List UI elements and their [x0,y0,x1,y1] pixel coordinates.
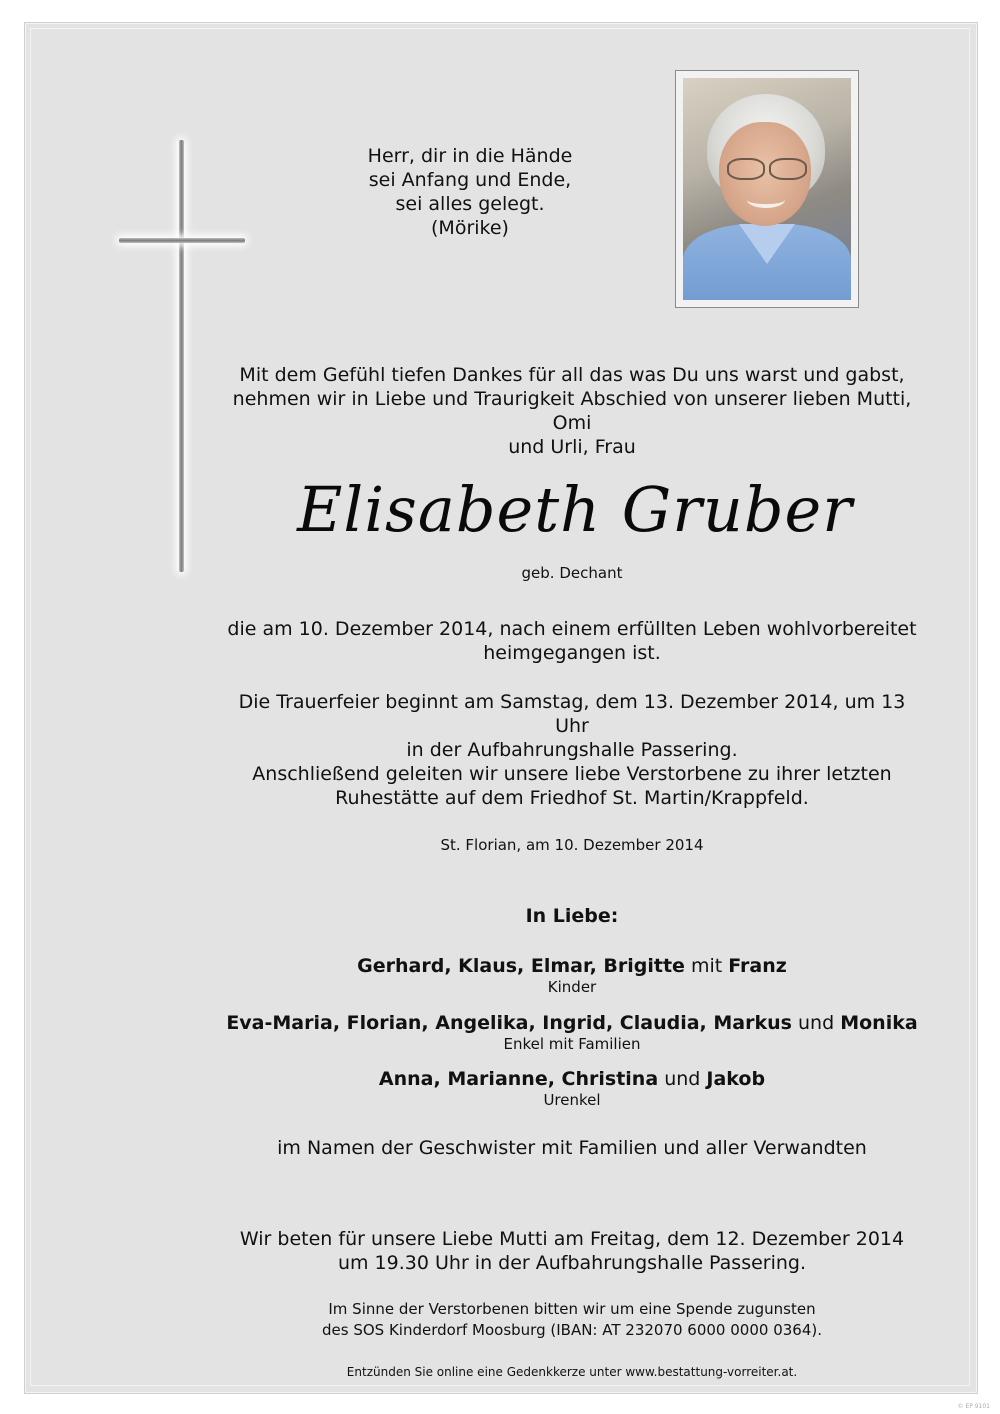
prayer-text [222,1227,922,1275]
quote-line: sei Anfang und Ende, [368,169,572,191]
children-role: Kinder [547,978,597,996]
place-date: St. Florian, am 10. Dezember 2014 [440,836,704,854]
funeral-line: Anschließend geleiten wir unsere liebe Verstorbene zu ihrer letzten [252,763,892,785]
portrait-photo [675,70,859,308]
prayer-line: Wir beten für unsere Liebe Mutti am Freitag, dem 12. Dezember 2014 [239,1228,905,1250]
funeral-line: in der Aufbahrungshalle Passering. [406,739,738,761]
portrait-image [683,78,851,300]
great-grandchildren-last: Jakob [706,1068,766,1090]
donation-line: Im Sinne der Verstorbenen bitten wir um eine Spende zugunsten [328,1300,816,1318]
children-names: Gerhard, Klaus, Elmar, Brigitte [357,955,685,977]
great-grandchildren-role: Urenkel [543,1091,601,1109]
funeral-line: Ruhestätte auf dem Friedhof St. Martin/Krappfeld. [335,787,809,809]
quote-author: (Mörike) [431,217,509,239]
intro-line: Mit dem Gefühl tiefen Dankes für all das was Du uns warst und gabst, [239,364,905,386]
intro-line: nehmen wir in Liebe und Traurigkeit Abschied von unserer lieben Mutti, Omi [232,388,912,434]
mourners-grandchildren [172,1011,972,1054]
death-line: heimgegangen ist. [483,642,661,664]
quote [300,144,640,240]
mourners-others: im Namen der Geschwister mit Familien und aller Verwandten [277,1137,867,1159]
grandchildren-last: Monika [840,1012,918,1034]
deceased-name: Elisabeth Gruber [297,473,853,546]
birth-name: geb. Dechant [521,564,623,582]
grandchildren-conj: und [798,1012,835,1034]
donation-text [222,1299,922,1341]
great-grandchildren-conj: und [664,1068,701,1090]
footer-note: Entzünden Sie online eine Gedenkkerze unter www.bestattung-vorreiter.at. [346,1365,798,1379]
mourners-children [172,954,972,997]
great-grandchildren-names: Anna, Marianne, Christina [378,1068,659,1090]
cross-icon-bar [119,238,245,243]
children-last: Franz [728,955,787,977]
funeral-line: Die Trauerfeier beginnt am Samstag, dem 13. Dezember 2014, um 13 Uhr [238,691,906,737]
corner-code: © EP 9101 [957,1403,990,1410]
grandchildren-role: Enkel mit Familien [503,1035,641,1053]
grandchildren-names: Eva-Maria, Florian, Angelika, Ingrid, Claudia, Markus [226,1012,792,1034]
intro-text [222,363,922,459]
mourners-great-grandchildren [172,1067,972,1110]
cross-icon [179,140,184,572]
funeral-text [222,690,922,810]
mourners-heading: In Liebe: [525,905,619,927]
children-conj: mit [690,955,723,977]
prayer-line: um 19.30 Uhr in der Aufbahrungshalle Passering. [337,1252,807,1274]
death-line: die am 10. Dezember 2014, nach einem erfüllten Leben wohlvorbereitet [227,618,917,640]
donation-line: des SOS Kinderdorf Moosburg (IBAN: AT 232070 6000 0000 0364). [322,1321,822,1339]
quote-line: Herr, dir in die Hände [367,145,573,167]
death-text [222,617,922,665]
quote-line: sei alles gelegt. [395,193,545,215]
intro-line: und Urli, Frau [508,436,636,458]
